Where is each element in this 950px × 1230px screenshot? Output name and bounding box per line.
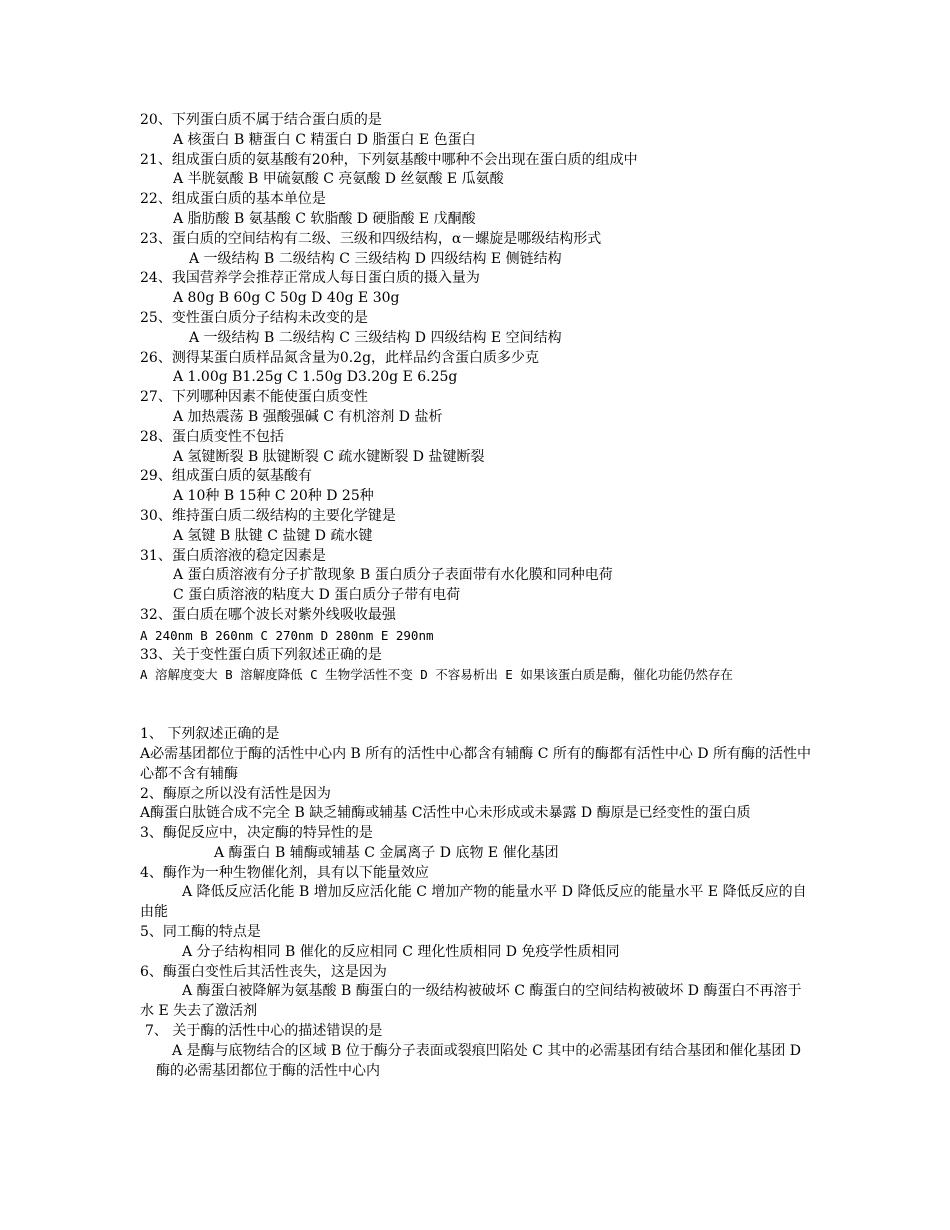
options-30: A 氢键 B 肽键 C 盐键 D 疏水键	[173, 527, 373, 544]
question-23: 23、蛋白质的空间结构有二级、三级和四级结构，α－螺旋是哪级结构形式	[140, 230, 602, 247]
question-s2-6: 6、酶蛋白变性后其活性丧失，这是因为	[140, 963, 387, 980]
question-s2-2: 2、酶原之所以没有活性是因为	[140, 785, 331, 802]
question-26: 26、测得某蛋白质样品氮含量为0.2g，此样品约含蛋白质多少克	[140, 349, 540, 366]
question-s2-5: 5、同工酶的特点是	[140, 924, 261, 941]
question-s2-1: 1、 下列叙述正确的是	[140, 726, 280, 743]
question-24: 24、我国营养学会推荐正常成人每日蛋白质的摄入量为	[140, 270, 480, 287]
question-32: 32、蛋白质在哪个波长对紫外线吸收最强	[140, 606, 396, 623]
options-s2-3: A 酶蛋白 B 辅酶或辅基 C 金属离子 D 底物 E 催化基团	[214, 844, 559, 861]
options-25: A 一级结构 B 二级结构 C 三级结构 D 四级结构 E 空间结构	[189, 329, 562, 346]
question-27: 27、下列哪种因素不能使蛋白质变性	[140, 389, 368, 406]
options-28: A 氢键断裂 B 肽键断裂 C 疏水键断裂 D 盐键断裂	[173, 448, 485, 465]
options-24: A 80g B 60g C 50g D 40g E 30g	[173, 290, 400, 307]
document-page	[140, 111, 812, 1081]
options-31b: C 蛋白质溶液的粘度大 D 蛋白质分子带有电荷	[173, 587, 461, 604]
question-28: 28、蛋白质变性不包括	[140, 428, 284, 445]
question-31: 31、蛋白质溶液的稳定因素是	[140, 547, 326, 564]
options-22: A 脂肪酸 B 氨基酸 C 软脂酸 D 硬脂酸 E 戊酮酸	[173, 210, 476, 227]
question-21: 21、组成蛋白质的氨基酸有20种，下列氨基酸中哪种不会出现在蛋白质的组成中	[140, 151, 638, 168]
options-29: A 10种 B 15种 C 20种 D 25种	[173, 488, 374, 505]
question-s2-3: 3、酶促反应中，决定酶的特异性的是	[140, 825, 373, 842]
question-s2-7: 7、 关于酶的活性中心的描述错误的是	[145, 1023, 383, 1040]
options-s2-6: A 酶蛋白被降解为氨基酸 B 酶蛋白的一级结构被破坏 C 酶蛋白的空间结构被破坏 D 酶蛋白不再溶于水 E 失去了激活剂	[140, 983, 802, 1020]
options-31a: A 蛋白质溶液有分子扩散现象 B 蛋白质分子表面带有水化膜和同种电荷	[173, 567, 613, 584]
options-32: A 240nm B 260nm C 270nm D 280nm E 290nm	[140, 627, 434, 643]
question-33: 33、关于变性蛋白质下列叙述正确的是	[140, 646, 382, 663]
question-22: 22、组成蛋白质的基本单位是	[140, 191, 326, 208]
section-gap	[140, 685, 812, 725]
options-s2-4: A 降低反应活化能 B 增加反应活化能 C 增加产物的能量水平 D 降低反应的能量水平 E 降低反应的自由能	[140, 884, 807, 921]
options-26: A 1.00g B1.25g C 1.50g D3.20g E 6.25g	[173, 369, 458, 386]
options-33: A 溶解度变大 B 溶解度降低 C 生物学活性不变 D 不容易析出 E 如果该蛋白质是酶，催化功能仍然存在	[140, 667, 733, 683]
question-s2-4: 4、酶作为一种生物催化剂，具有以下能量效应	[140, 864, 429, 881]
options-s2-5: A 分子结构相同 B 催化的反应相同 C 理化性质相同 D 免疫学性质相同	[182, 943, 620, 960]
question-29: 29、组成蛋白质的氨基酸有	[140, 468, 312, 485]
question-20: 20、下列蛋白质不属于结合蛋白质的是	[140, 112, 382, 128]
options-s2-2: A酶蛋白肽链合成不完全 B 缺乏辅酶或辅基 C活性中心未形成或未暴露 D 酶原是已经变性的蛋白质	[140, 805, 751, 822]
options-s2-7: A 是酶与底物结合的区域 B 位于酶分子表面或裂痕凹陷处 C 其中的必需基团有结合基团和催化基团 D 酶的必需基团都位于酶的活性中心内	[156, 1042, 802, 1079]
question-25: 25、变性蛋白质分子结构未改变的是	[140, 309, 368, 326]
question-30: 30、维持蛋白质二级结构的主要化学键是	[140, 507, 396, 524]
options-21: A 半胱氨酸 B 甲硫氨酸 C 亮氨酸 D 丝氨酸 E 瓜氨酸	[173, 171, 504, 188]
options-20: A 核蛋白 B 糖蛋白 C 精蛋白 D 脂蛋白 E 色蛋白	[173, 131, 476, 148]
options-23: A 一级结构 B 二级结构 C 三级结构 D 四级结构 E 侧链结构	[189, 250, 562, 267]
options-s2-1: A必需基团都位于酶的活性中心内 B 所有的活性中心都含有辅酶 C 所有的酶都有活性中心 D 所有酶的活性中心都不含有辅酶	[140, 745, 812, 782]
options-27: A 加热震荡 B 强酸强碱 C 有机溶剂 D 盐析	[173, 408, 443, 425]
